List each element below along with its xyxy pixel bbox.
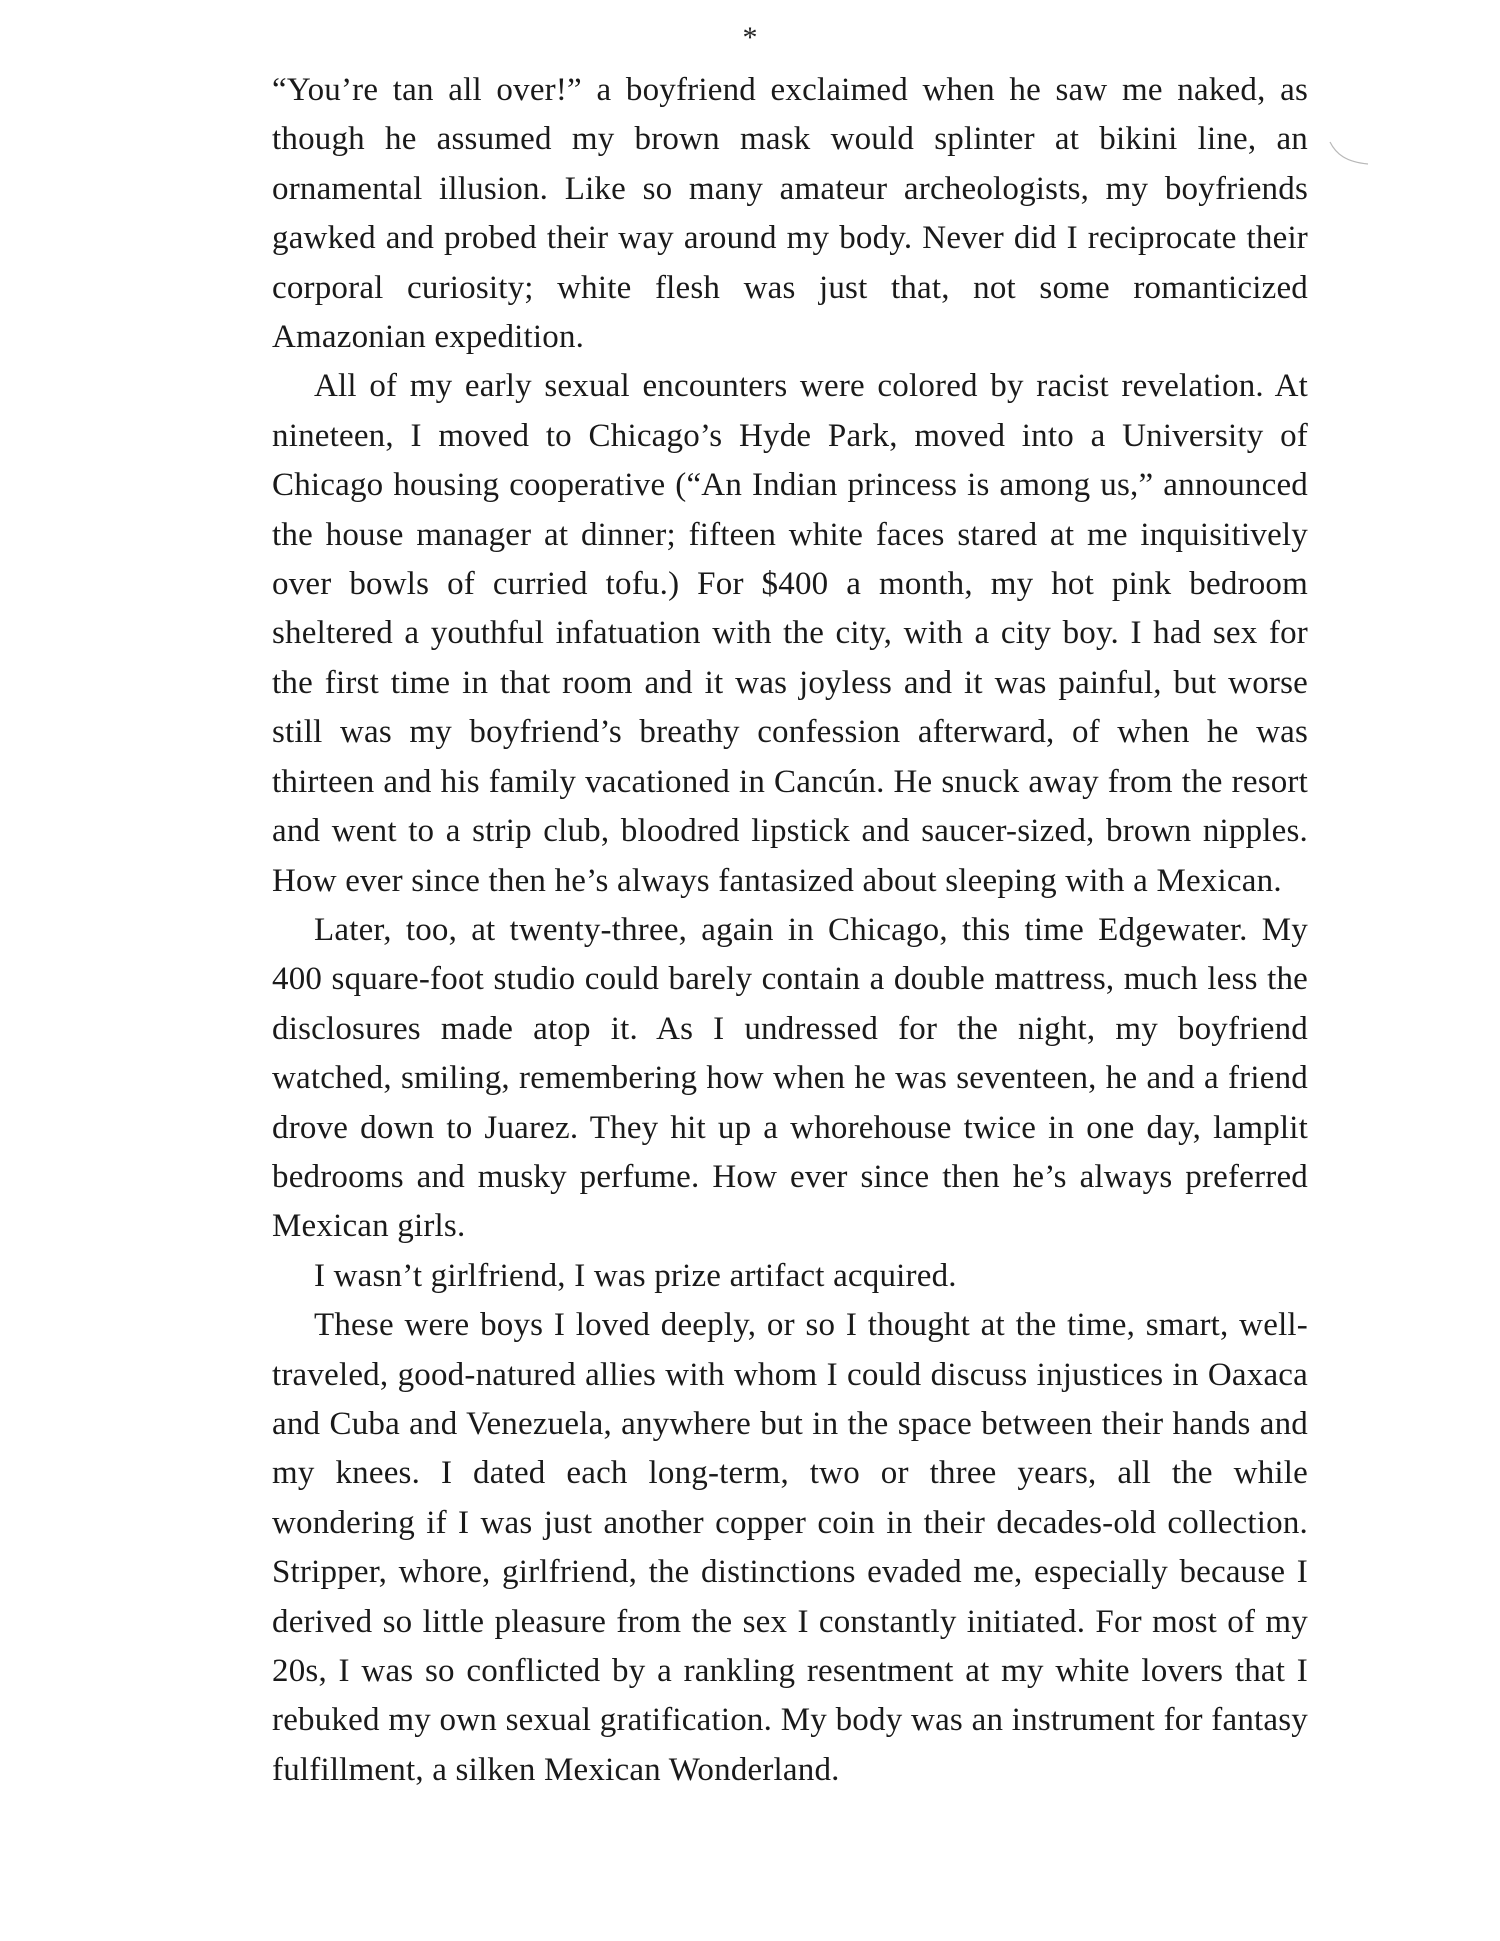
paragraph-5: These were boys I loved deeply, or so I thought at the time, smart, well-traveled, good-natured allies with whom I could discuss injustices in Oaxaca and Cuba and Venezuela, anywhere but in the space between their hands and my knees. I dated each long-term, two or three years, all the while wondering if I was just another copper coin in their decades-old collection. Stripper, whore, girlfriend, the distinctions evaded me, especially because I derived so little pleasure from the sex I constantly initiated. For most of my 20s, I was so conflicted by a rankling resentment at my white lovers that I rebuked my own sexual gratification. My body was an instrument for fantasy fulfillment, a silken Mexican Wonderland. bbox=[272, 1307, 1308, 1788]
body-text bbox=[272, 66, 1308, 1795]
section-separator: * bbox=[742, 21, 758, 54]
margin-pencil-mark bbox=[1328, 138, 1372, 168]
paragraph-1: “You’re tan all over!” a boyfriend exclaimed when he saw me naked, as though he assumed my brown mask would splinter at bikini line, an ornamental illusion. Like so many amateur archeologists, my boyfriends gawked and probed their way around my body. Never did I reciprocate their corporal curiosity; white flesh was just that, not some romanticized Amazonian expedition. bbox=[272, 72, 1308, 356]
paragraph-2: All of my early sexual encounters were colored by racist revelation. At nineteen, I moved to Chicago’s Hyde Park, moved into a University of Chicago housing cooperative (“An Indian princess is among us,” announced the house manager at dinner; fifteen white faces stared at me inquisitively over bowls of curried tofu.) For $400 a month, my hot pink bedroom sheltered a youthful infatuation with the city, with a city boy. I had sex for the first time in that room and it was joyless and it was painful, but worse still was my boyfriend’s breathy confession afterward, of when he was thirteen and his family vacationed in Cancún. He snuck away from the resort and went to a strip club, bloodred lipstick and saucer-sized, brown nipples. How ever since then he’s always fantasized about sleeping with a Mexican. bbox=[272, 368, 1308, 899]
paragraph-3: Later, too, at twenty-three, again in Chicago, this time Edgewater. My 400 square-foot studio could barely contain a double mattress, much less the disclosures made atop it. As I undressed for the night, my boyfriend watched, smiling, remembering how when he was seventeen, he and a friend drove down to Juarez. They hit up a whorehouse twice in one day, lamplit bedrooms and musky perfume. How ever since then he’s always preferred Mexican girls. bbox=[272, 911, 1308, 1245]
paragraph-4: I wasn’t girlfriend, I was prize artifact acquired. bbox=[314, 1257, 957, 1294]
